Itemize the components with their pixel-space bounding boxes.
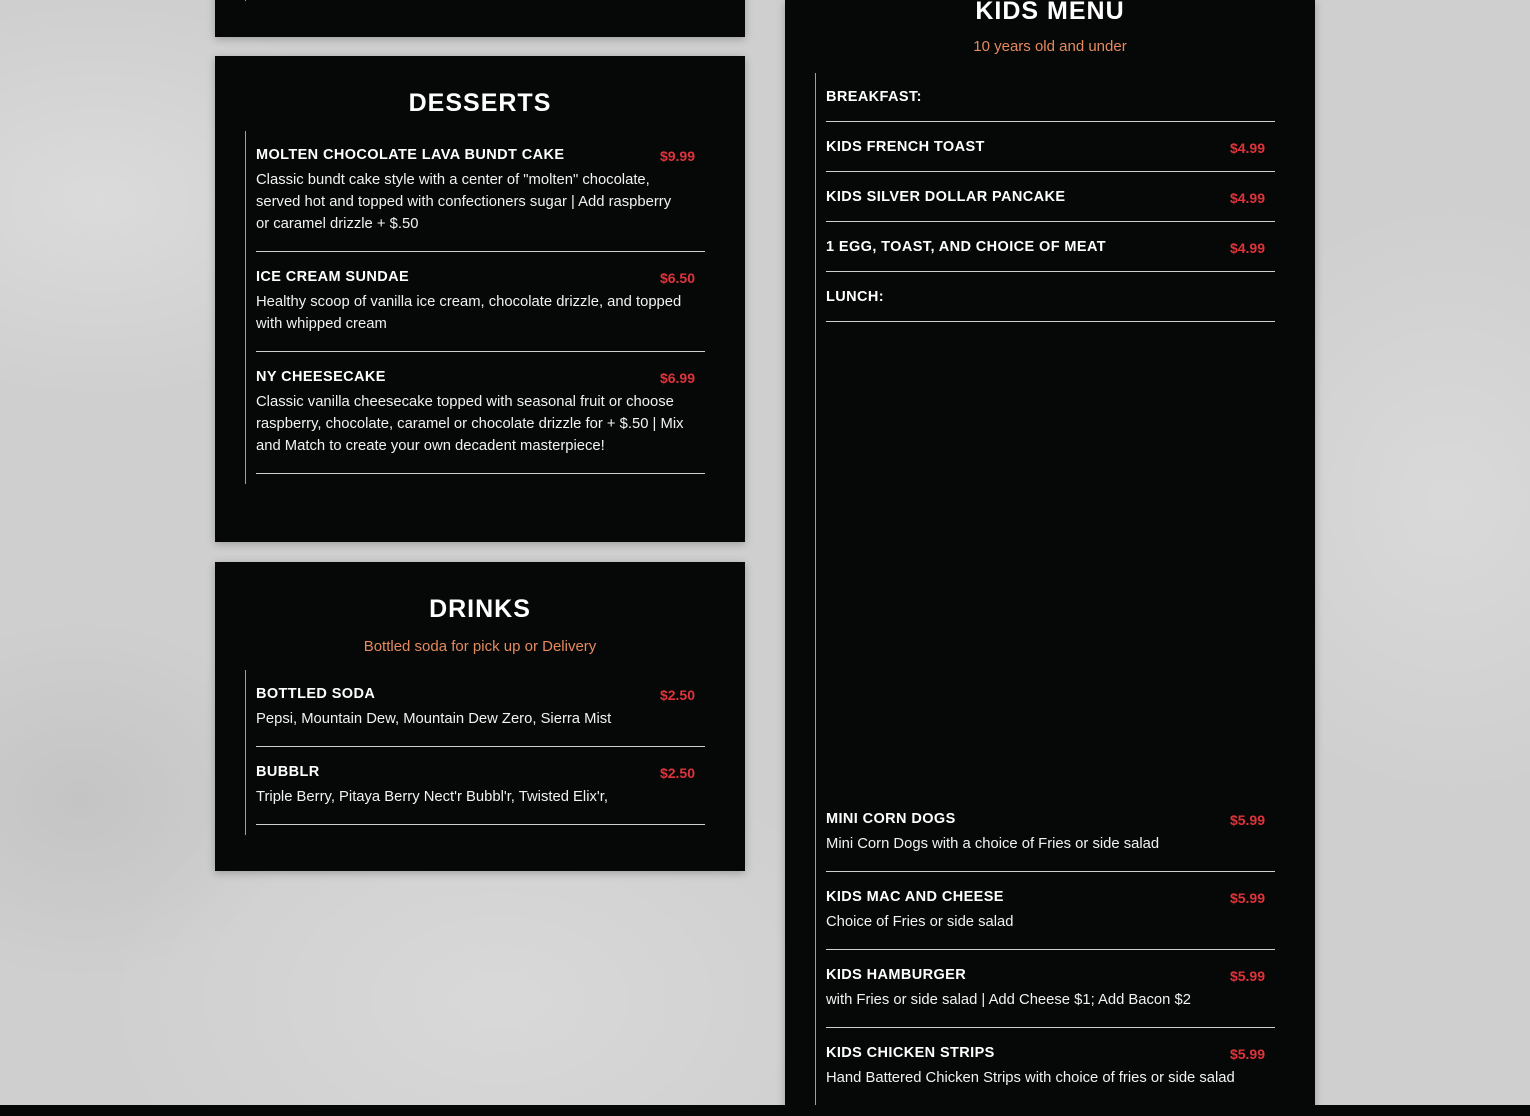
menu-item [256,670,705,747]
item-price: $4.99 [1229,240,1265,256]
item-name: KIDS MAC AND CHEESE [826,889,1004,905]
drinks-title: DRINKS [429,595,531,623]
menu-item [256,252,705,352]
item-description: Classic bundt cake style with a center of "molten" chocolate, served hot and topped with confectioners sugar | Add raspberry or caramel drizzle + $.50 [256,172,672,232]
item-price: $2.50 [659,765,695,781]
item-name: KIDS CHICKEN STRIPS [826,1045,995,1061]
previous-section-card [215,0,745,37]
kids-list [815,73,1275,1116]
item-name: BREAKFAST: [826,89,922,105]
item-name: LUNCH: [826,289,884,305]
menu-item [826,172,1275,222]
item-name: KIDS SILVER DOLLAR PANCAKE [826,189,1066,205]
kids-subtitle: 10 years old and under [973,38,1127,55]
empty-space [826,322,1275,794]
drinks-list [245,670,705,835]
bottom-bar [0,1105,1530,1116]
item-name: ICE CREAM SUNDAE [256,269,410,285]
item-price: $5.99 [1229,1046,1265,1062]
item-price: $4.99 [1229,140,1265,156]
item-description: Pepsi, Mountain Dew, Mountain Dew Zero, Sierra Mist [256,711,612,727]
item-price: $2.50 [659,687,695,703]
menu-item [826,950,1275,1028]
menu-item [826,222,1275,272]
menu-item [826,1028,1275,1105]
item-description: Mini Corn Dogs with a choice of Fries or side salad [826,836,1160,852]
menu-item [826,122,1275,172]
desserts-title: DESSERTS [408,89,552,117]
desserts-list [245,131,705,484]
item-price: $5.99 [1229,890,1265,906]
item-name: BUBBLR [256,764,320,780]
item-name: NY CHEESECAKE [256,369,386,385]
item-description: Choice of Fries or side salad [826,914,1014,930]
item-name: MOLTEN CHOCOLATE LAVA BUNDT CAKE [256,147,565,163]
menu-item [256,747,705,825]
menu-item [826,73,1275,122]
drinks-card [215,562,745,871]
item-description: Triple Berry, Pitaya Berry Nect'r Bubbl'r, Twisted Elix'r, [256,789,608,805]
menu-item [826,272,1275,322]
menu-item [826,794,1275,872]
menu-item [256,131,705,252]
menu-item [256,352,705,474]
item-name: 1 EGG, TOAST, AND CHOICE OF MEAT [826,239,1106,255]
menu-item [826,872,1275,950]
item-name: KIDS FRENCH TOAST [826,139,985,155]
item-description: Healthy scoop of vanilla ice cream, chocolate drizzle, and topped with whipped cream [256,294,682,332]
item-description: with Fries or side salad | Add Cheese $1; Add Bacon $2 [826,992,1191,1008]
accent-line [245,0,246,1]
item-price: $5.99 [1229,812,1265,828]
kids-title: KIDS MENU [975,0,1125,25]
item-description: Hand Battered Chicken Strips with choice of fries or side salad [826,1070,1235,1086]
item-price: $4.99 [1229,190,1265,206]
item-price: $6.99 [659,370,695,386]
item-price: $9.99 [659,148,695,164]
item-description: Classic vanilla cheesecake topped with seasonal fruit or choose raspberry, chocolate, caramel or chocolate drizzle for + $.50 | Mix and Match to create your own decadent masterpiece! [256,394,684,454]
item-name: BOTTLED SODA [256,686,376,702]
desserts-card [215,56,745,542]
item-name: KIDS HAMBURGER [826,967,967,983]
item-price: $6.50 [659,270,695,286]
item-price: $5.99 [1229,968,1265,984]
drinks-subtitle: Bottled soda for pick up or Delivery [363,638,597,655]
kids-menu-card [785,0,1315,1116]
item-name: MINI CORN DOGS [826,811,956,827]
